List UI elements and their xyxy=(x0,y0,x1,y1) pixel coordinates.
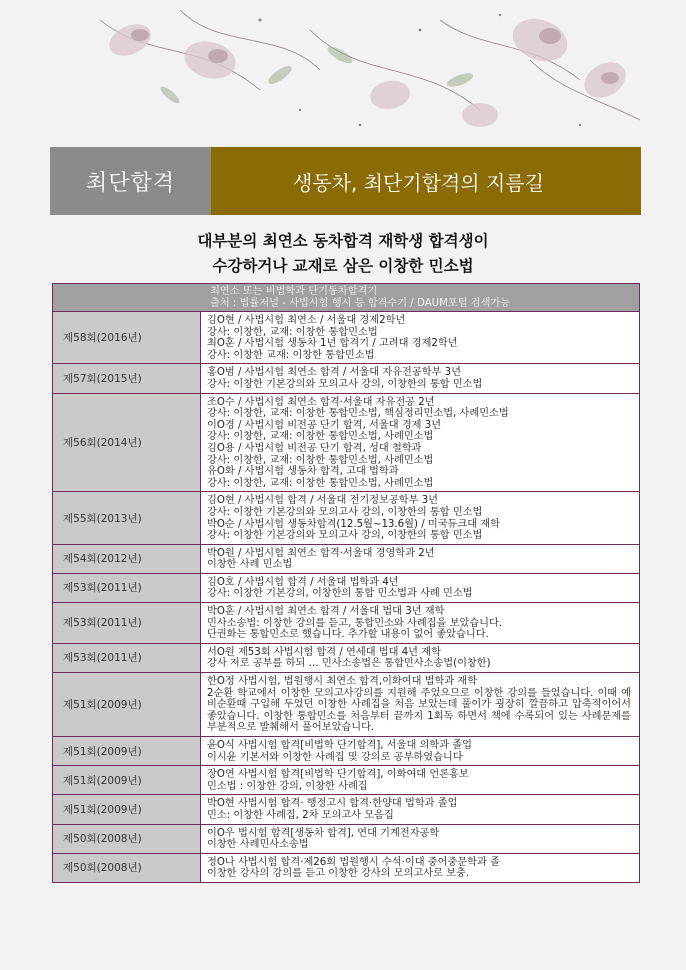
record-content xyxy=(201,824,640,853)
record-line: 이O우 법시험 합격[생동차 합격], 연대 기계전자공학 xyxy=(207,827,440,839)
record-content xyxy=(201,544,640,573)
record-line: 강사: 이창한 기본강의와 모의고사 강의, 이창한의 통합 민소법 xyxy=(207,506,483,518)
table-row xyxy=(53,673,640,737)
record-line: 홍O범 / 사법시험 최연소 합격 / 서울대 자유전공학부 3년 xyxy=(207,367,461,379)
pass-record-table xyxy=(52,283,640,883)
table-row xyxy=(53,312,640,364)
record-content xyxy=(201,364,640,393)
round-label: 제53회(2011년) xyxy=(53,643,201,672)
record-content xyxy=(201,673,640,737)
round-label: 제51회(2009년) xyxy=(53,766,201,795)
record-content xyxy=(201,492,640,544)
table-header-cell xyxy=(53,284,640,312)
record-line: 장O연 사법시험 합격[비법학 단기합격], 이화여대 언론홍보 xyxy=(207,769,469,781)
record-content xyxy=(201,853,640,882)
table-row xyxy=(53,766,640,795)
record-line: 이창한 강사의 강의를 듣고 이창한 강사의 모의고사로 보충. xyxy=(207,868,470,880)
record-line: 유O화 / 사법시험 생동차 합격, 고대 법학과 xyxy=(207,466,399,478)
record-line: 강사 저로 공부를 하되 … 민사소송법은 통합민사소송법(이창한) xyxy=(207,658,491,670)
table-row xyxy=(53,573,640,602)
record-content xyxy=(201,795,640,824)
record-line: 이창한 사례 민소법 xyxy=(207,559,293,571)
record-line: 김O용 / 사법시험 비전공 단기 합격, 성대 철학과 xyxy=(207,442,422,454)
record-line: 박O훈 / 사법시험 최연소 합격 / 서울대 법대 3년 재학 xyxy=(207,606,445,618)
record-line: 서O원 제53회 사법시험 합격 / 연세대 법대 4년 재학 xyxy=(207,646,441,658)
table-row xyxy=(53,393,640,492)
round-label: 제53회(2011년) xyxy=(53,573,201,602)
table-row xyxy=(53,603,640,644)
record-content xyxy=(201,643,640,672)
headline-line-2: 수강하거나 교재로 삼은 이창한 민소법 xyxy=(212,257,474,275)
banner-right-label: 생동차, 최단기합격의 지름길 xyxy=(211,147,641,215)
record-line: 강사: 이창한, 교재: 이창한 통합민소법, 핵심정리민소법, 사례민소법 xyxy=(207,408,509,420)
record-line: 강사: 이창한, 교재: 이창한 통합민소법 xyxy=(207,326,378,338)
table-row xyxy=(53,737,640,766)
record-line: 강사: 이창한, 교재: 이창한 통합민소법, 사례민소법 xyxy=(207,454,434,466)
table-row xyxy=(53,795,640,824)
record-line: 이창한 사례민사소송법 xyxy=(207,839,309,851)
record-content xyxy=(201,312,640,364)
record-line: 이O경 / 사법시험 비전공 단기 합격, 서울대 경제 3년 xyxy=(207,419,442,431)
record-line: 박O현 사법시험 합격· 행정고시 합격·한양대 법학과 졸업 xyxy=(207,798,458,810)
record-line: 강사: 이창한, 교재: 이창한 통합민소법, 사례민소법 xyxy=(207,431,434,443)
header-line: 최연소 또는 비법학과 단기동차합격기 xyxy=(210,286,378,297)
round-label: 제51회(2009년) xyxy=(53,737,201,766)
record-line: 민소법 : 이창한 강의, 이창한 사례집 xyxy=(207,780,368,792)
record-line: 윤O식 사법시험 합격[비법학 단기합격], 서울대 의학과 졸업 xyxy=(207,740,472,751)
title-banner xyxy=(50,147,641,215)
record-line: 민사소송법: 이창한 강의를 듣고, 통합민소와 사례집을 보았습니다. xyxy=(207,617,503,629)
record-line: 한O정 사법시험, 법원행시 최연소 합격,이화여대 법학과 재학 xyxy=(207,676,478,688)
record-line: 민소: 이창한 사례집, 2차 모의고사 모음집 xyxy=(207,809,394,821)
round-label: 제57회(2015년) xyxy=(53,364,201,393)
record-line: 강사: 이창한 교재: 이창한 통합민소법 xyxy=(207,349,375,361)
table-row xyxy=(53,544,640,573)
headline xyxy=(0,229,686,279)
record-content xyxy=(201,603,640,644)
record-line: 김O현 / 사법시험 최연소 / 서울대 경제2학년 xyxy=(207,315,406,326)
round-label: 제50회(2008년) xyxy=(53,824,201,853)
record-line: 김O현 / 사법시험 합격 / 서울대 전기정보공학부 3년 xyxy=(207,495,439,507)
round-label: 제51회(2009년) xyxy=(53,673,201,737)
table-header-row xyxy=(53,284,640,312)
record-content xyxy=(201,573,640,602)
record-line: 정O나 사법시험 합격·제26회 법원행시 수석·이대 중어중문학과 졸 xyxy=(207,856,500,868)
record-line: 김O호 / 사법시험 합격 / 서울대 법학과 4년 xyxy=(207,576,399,588)
round-label: 제54회(2012년) xyxy=(53,544,201,573)
round-label: 제53회(2011년) xyxy=(53,603,201,644)
record-line: 이시윤 기본서와 이창한 사례집 및 강의로 공부하였습니다 xyxy=(207,751,463,763)
table-row xyxy=(53,364,640,393)
header-line: 출처 : 법률저널 - 사법시험 행시 등 합격수기 / DAUM포털 검색가능 xyxy=(210,297,511,309)
record-line: 강사: 이창한 기본강의와 모의고사 강의, 이창한의 통합 민소법 xyxy=(207,530,483,542)
table-row xyxy=(53,492,640,544)
table-row xyxy=(53,643,640,672)
record-line: 강사: 이창한 기본강의, 이창한의 통합 민소법과 사례 민소법 xyxy=(207,588,473,600)
record-content xyxy=(201,737,640,766)
table-row xyxy=(53,853,640,882)
table-row xyxy=(53,824,640,853)
round-label: 제51회(2009년) xyxy=(53,795,201,824)
record-content xyxy=(201,393,640,492)
round-label: 제50회(2008년) xyxy=(53,853,201,882)
record-line: 강사: 이창한, 교재: 이창한 통합민소법, 사례민소법 xyxy=(207,477,434,489)
round-label: 제55회(2013년) xyxy=(53,492,201,544)
record-line: 박O순 / 사법시험 생동차합격(12.5월~13.6월) / 미국듀크대 재학 xyxy=(207,518,500,530)
record-line: 단권화는 통합민소로 했습니다. 추가할 내용이 없어 좋았습니다. xyxy=(207,629,489,641)
record-line: 강사: 이창한 기본강의와 모의고사 강의, 이창한의 통합 민소법 xyxy=(207,378,483,390)
record-line: 조O수 / 사법시험 최연소 합격·서울대 자유전공 2년 xyxy=(207,396,435,408)
round-label: 제58회(2016년) xyxy=(53,312,201,364)
record-paragraph: 2순환 학교에서 이창한 모의고사강의를 지원해 주었으므로 이창한 강의를 들었습니다. 이때 예비순환때 구입해 두었던 이창한 사례집을 처음 보았는데 풀이가 굉장히 깔끔하고 압축적이어서 좋았습니다. 이창한 통합민소를 처음부터 끝까지 1회독 하면서 책에 수록되어 있는 사례문제를 부분적으로 발췌해서 풀어보았습니다. xyxy=(207,687,631,734)
banner-left-label: 최단합격 xyxy=(50,147,211,215)
record-line: 최O훈 / 사법시험 생동차 1년 합격기 / 고려대 경제2학년 xyxy=(207,338,458,350)
record-line: 박O원 / 사법시험 최연소 합격·서울대 경영학과 2년 xyxy=(207,547,435,559)
floral-decoration xyxy=(60,0,660,140)
record-content xyxy=(201,766,640,795)
headline-line-1: 대부분의 최연소 동차합격 재학생 합격생이 xyxy=(197,232,489,250)
round-label: 제56회(2014년) xyxy=(53,393,201,492)
